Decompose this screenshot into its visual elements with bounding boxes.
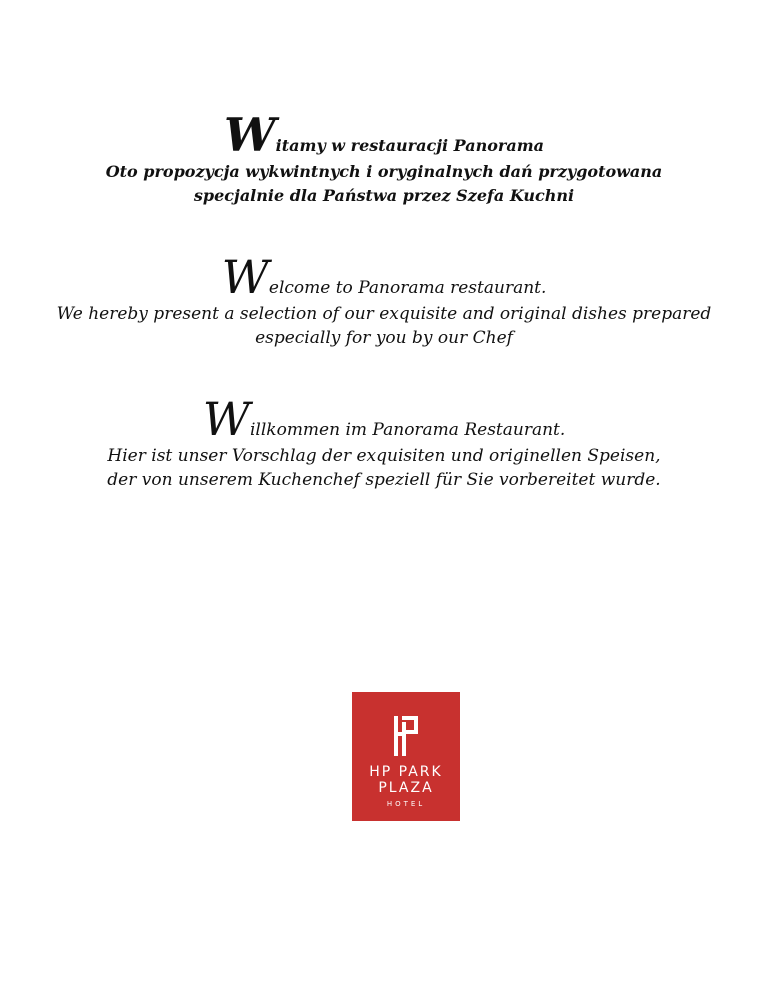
german-heading xyxy=(0,392,768,446)
polish-initial: W xyxy=(224,108,276,162)
german-intro-line-2: der von unserem Kuchenchef speziell für Sie vorbereitet wurde. xyxy=(107,470,661,490)
polish-intro-line-1: Oto propozycja wykwintnych i oryginalnych dań przygotowana xyxy=(105,162,663,181)
polish-title: itamy w restauracji Panorama xyxy=(275,136,544,155)
german-welcome xyxy=(0,392,768,492)
logo-line-1: HP PARK xyxy=(369,764,443,780)
english-initial: W xyxy=(221,250,269,304)
english-title: elcome to Panorama restaurant. xyxy=(268,278,547,298)
logo-line-3: HOTEL xyxy=(386,800,426,808)
german-title: illkommen im Panorama Restaurant. xyxy=(249,420,566,440)
german-initial: W xyxy=(202,392,250,446)
polish-intro xyxy=(0,160,768,208)
hotel-logo xyxy=(352,692,460,821)
german-intro xyxy=(0,444,768,492)
polish-heading xyxy=(0,108,768,162)
hp-monogram-icon xyxy=(392,714,420,758)
german-intro-line-1: Hier ist unser Vorschlag der exquisiten und originellen Speisen, xyxy=(107,446,661,466)
logo-line-2: PLAZA xyxy=(378,780,434,796)
english-intro xyxy=(0,302,768,350)
english-welcome xyxy=(0,250,768,350)
english-heading xyxy=(0,250,768,304)
polish-welcome xyxy=(0,108,768,208)
polish-intro-line-2: specjalnie dla Państwa przez Szefa Kuchni xyxy=(193,186,575,205)
english-intro-line-2: especially for you by our Chef xyxy=(255,328,513,348)
english-intro-line-1: We hereby present a selection of our exquisite and original dishes prepared xyxy=(56,304,712,324)
